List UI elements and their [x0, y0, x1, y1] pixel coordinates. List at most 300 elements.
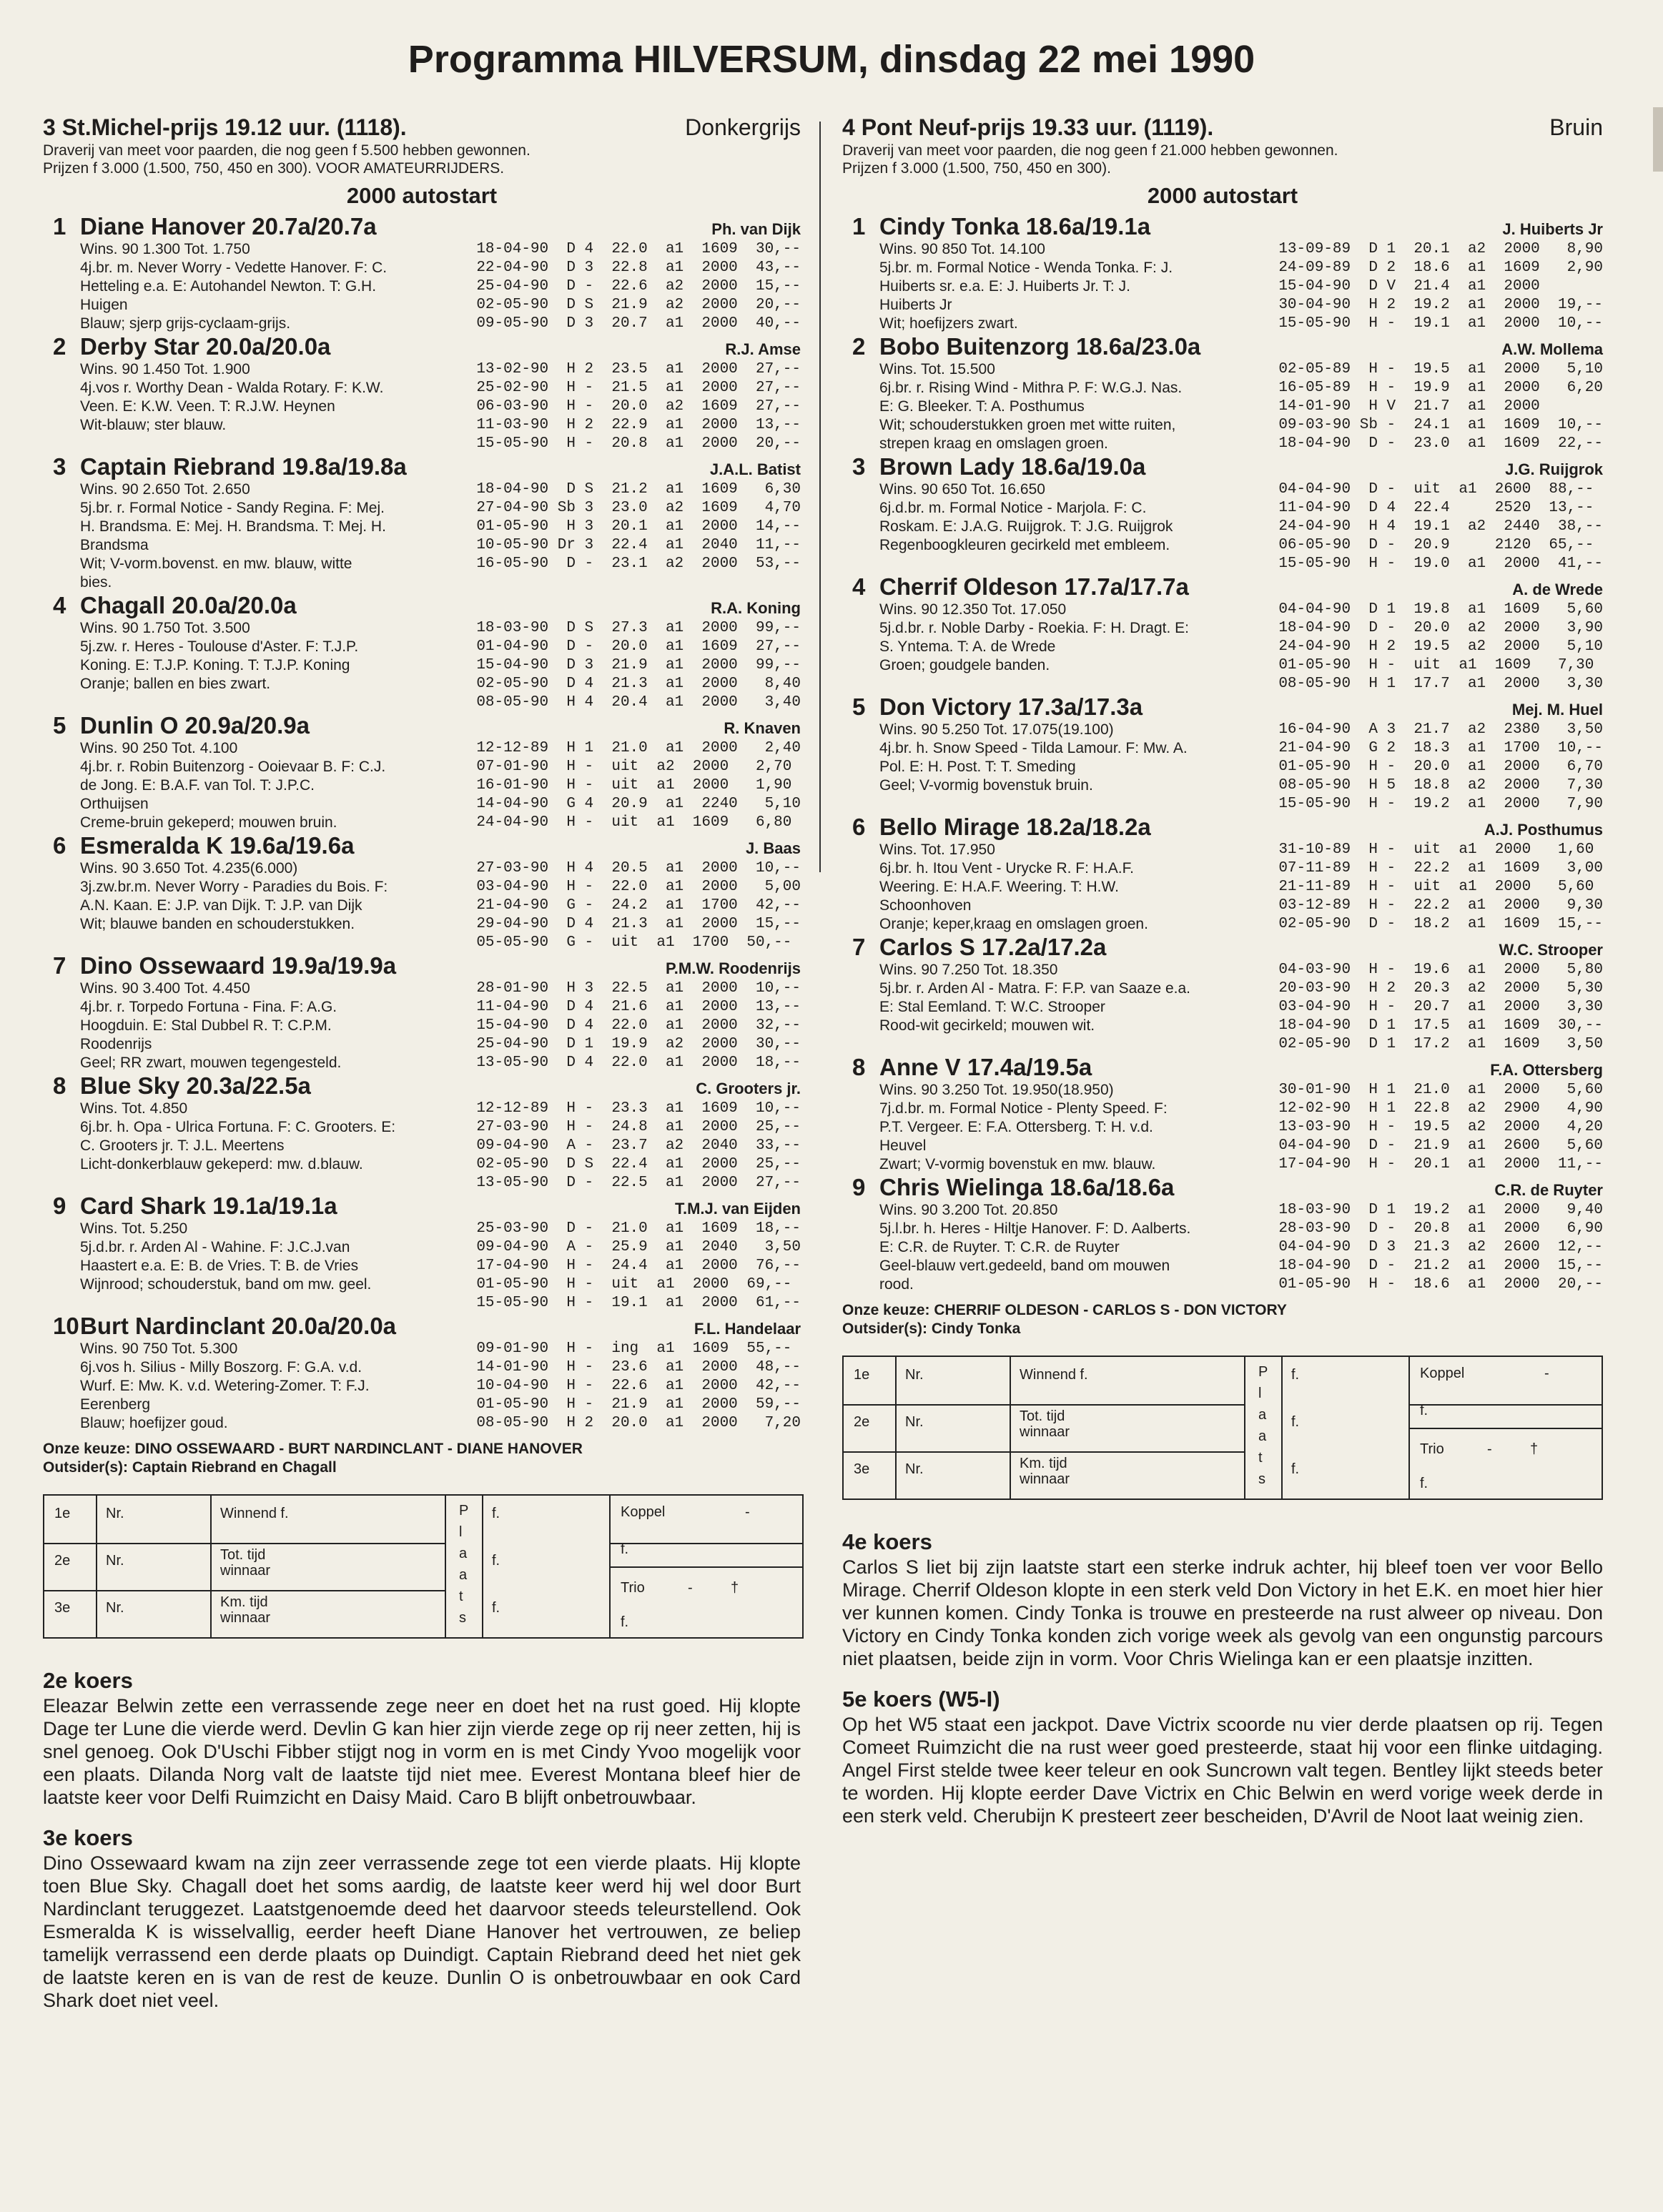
result-line: 10-05-90 Dr 3 22.4 a1 2040 11,--: [476, 537, 801, 553]
horse-info: [852, 480, 1278, 573]
horse-details: [852, 240, 1603, 333]
result-line: 12-12-89 H 1 21.0 a1 2000 2,40: [476, 740, 801, 756]
horse-info: [53, 360, 476, 453]
horse-info-line: Wins. 90 650 Tot. 16.650: [879, 481, 1045, 498]
horse-entry: [852, 213, 1603, 333]
horse-entry: [852, 333, 1603, 453]
horse-header: [852, 1054, 1603, 1081]
commentary-text: Eleazar Belwin zette een verrassende zege neer en doet het na rust goed. Hij klopte Dage ter Lune die vierde werd. Devlin G kan hier zijn vierde zege op rij neer zetten, hij is snel genoeg. Ook D'Uschi Fibber stijgt nog in vorm en is met Cindy Yvoo mogelijk voor een plaats. Dilanda Norg valt de laatste tijd niet mee. Everest Montana bleef hier de laatste keer voor Delfi Ruimzicht en Daisy Maid. Caro B blijft onbetrouwbaar.: [43, 1695, 801, 1808]
horse-number: 5: [53, 712, 66, 739]
horse-header: [53, 832, 801, 859]
horse-info-line: Roodenrijs: [80, 1036, 152, 1052]
horse-header: [852, 693, 1603, 721]
result-line: 05-05-90 G - uit a1 1700 50,--: [476, 934, 792, 951]
horse-header: [53, 453, 801, 480]
race-title: 4 Pont Neuf-prijs 19.33 uur. (1119).: [842, 114, 1214, 140]
place-label: 3e: [54, 1600, 71, 1616]
horse-number: 8: [852, 1054, 866, 1080]
horse-entry: [53, 213, 801, 333]
horse-results: [1278, 1081, 1603, 1174]
horse-info-line: 4j.vos r. Worthy Dean - Walda Rotary. F: K.W.: [80, 380, 384, 396]
result-line: 18-04-90 D 4 22.0 a1 1609 30,--: [476, 241, 801, 257]
horse-results: [1278, 721, 1603, 814]
horse-info-line: Wins. 90 5.250 Tot. 17.075(19.100): [879, 721, 1114, 738]
race-3-column: [43, 113, 801, 2028]
horse-number: 10: [53, 1313, 79, 1339]
horse-results: [1278, 841, 1603, 934]
result-line: 11-03-90 H 2 22.9 a1 2000 13,--: [476, 417, 801, 433]
horse-results: [476, 979, 801, 1072]
result-line: 15-05-90 H - 19.0 a1 2000 41,--: [1278, 556, 1603, 572]
trio-label: Trio: [1420, 1441, 1444, 1457]
result-line: 22-04-90 D 3 22.8 a1 2000 43,--: [476, 260, 801, 276]
horse-info-line: Wit-blauw; ster blauw.: [80, 417, 227, 433]
horse-entry: [53, 1072, 801, 1193]
koppel-f: f.: [621, 1541, 629, 1557]
horse-info-line: Wins. 90 3.650 Tot. 4.235(6.000): [80, 860, 298, 877]
horse-info: [53, 1100, 476, 1193]
result-line: 15-05-90 H - 19.2 a1 2000 7,90: [1278, 796, 1603, 812]
result-line: 14-01-90 H V 21.7 a1 2000: [1278, 398, 1540, 415]
horse-driver: J.G. Ruijgrok: [1505, 460, 1603, 478]
result-line: 12-12-89 H - 23.3 a1 1609 10,--: [476, 1100, 801, 1117]
horse-number: 9: [53, 1193, 66, 1219]
horse-results: [1278, 601, 1603, 693]
result-line: 11-04-90 D 4 21.6 a1 2000 13,--: [476, 999, 801, 1015]
horse-details: [53, 859, 801, 952]
horse-info: [852, 1081, 1278, 1174]
result-line: 17-04-90 H - 20.1 a1 2000 11,--: [1278, 1156, 1603, 1172]
horse-driver: R.J. Amse: [725, 340, 801, 358]
horse-entry: [53, 832, 801, 952]
result-line: 13-02-90 H 2 23.5 a1 2000 27,--: [476, 361, 801, 377]
result-line: 28-01-90 H 3 22.5 a1 2000 10,--: [476, 980, 801, 997]
horse-results: [1278, 480, 1603, 573]
result-line: 04-04-90 D 1 19.8 a1 1609 5,60: [1278, 601, 1603, 618]
result-line: 02-05-90 D 1 17.2 a1 1609 3,50: [1278, 1036, 1603, 1052]
horse-info-line: strepen kraag en omslagen groen.: [879, 435, 1108, 452]
horse-name: Cherrif Oldeson 17.7a/17.7a: [879, 573, 1189, 600]
horse-info: [852, 961, 1278, 1054]
horse-name: Carlos S 17.2a/17.2a: [879, 934, 1107, 960]
plaats-letter: a: [1258, 1428, 1267, 1444]
horse-info-line: Huigen: [80, 297, 128, 313]
result-line: 13-03-90 H - 19.5 a2 2000 4,20: [1278, 1119, 1603, 1135]
horse-details: [852, 1201, 1603, 1294]
horse-name: Dino Ossewaard 19.9a/19.9a: [80, 952, 397, 979]
horse-info-line: Wurf. E: Mw. K. v.d. Wetering-Zomer. T: F.J.: [80, 1378, 370, 1394]
number-label: Nr.: [905, 1367, 924, 1383]
result-line: 18-04-90 D S 21.2 a1 1609 6,30: [476, 481, 801, 498]
trio-dash: -: [688, 1580, 693, 1596]
result-line: 01-05-90 H 3 20.1 a1 2000 14,--: [476, 518, 801, 535]
horse-info-line: 5j.d.br. r. Arden Al - Wahine. F: J.C.J.van: [80, 1239, 350, 1255]
result-line: 15-04-90 D 3 21.9 a1 2000 99,--: [476, 657, 801, 673]
horse-info-line: Geel-blauw vert.gedeeld, band om mouwen: [879, 1258, 1170, 1274]
horse-entry: [852, 453, 1603, 573]
horse-details: [53, 1340, 801, 1433]
result-line: 09-04-90 A - 23.7 a2 2040 33,--: [476, 1137, 801, 1154]
our-pick-line: Onze keuze: CHERRIF OLDESON - CARLOS S - DON VICTORY: [842, 1302, 1287, 1318]
result-line: 10-04-90 H - 22.6 a1 2000 42,--: [476, 1378, 801, 1394]
horse-info-line: Wit; schouderstukken groen met witte ruiten,: [879, 417, 1176, 433]
horse-driver: J. Huiberts Jr: [1502, 220, 1603, 238]
commentary-text: Op het W5 staat een jackpot. Dave Victrix scoorde nu vier derde plaatsen op rij. Tegen Comeet Ruimzicht die na rust weer goed presteerde, staat hij voor een flinke uitdaging. Angel First stelde twee keer teleur en ook Suncrown valt tegen. Bentley lijkt steeds beter te worden. Hij klopte eerder Dave Victrix en Chic Belwin en werd vorige week derde in een sterk veld. Cherubijn K presteert zeer bescheiden, D'Avril de Noot laat weinig zien.: [842, 1714, 1603, 1827]
horse-results: [476, 1340, 801, 1433]
place-label: 2e: [54, 1553, 71, 1569]
horse-driver: R.A. Koning: [711, 599, 801, 617]
result-line: 12-02-90 H 1 22.8 a2 2900 4,90: [1278, 1100, 1603, 1117]
our-pick: [842, 1301, 1603, 1338]
plaats-letter: t: [459, 1589, 463, 1604]
result-line: 02-05-90 D - 18.2 a1 1609 15,--: [1278, 916, 1603, 932]
commentary: [842, 1529, 1603, 1827]
plaats-letter: l: [1258, 1386, 1262, 1401]
commentary-title: 3e koers: [43, 1825, 133, 1850]
result-line: 25-04-90 D 1 19.9 a2 2000 30,--: [476, 1036, 801, 1052]
horse-details: [852, 841, 1603, 934]
horse-driver: F.L. Handelaar: [694, 1320, 801, 1338]
horse-info: [53, 979, 476, 1072]
plaats-letter: l: [459, 1524, 463, 1540]
horse-info-line: E: G. Bleeker. T: A. Posthumus: [879, 398, 1085, 415]
horse-name: Chris Wielinga 18.6a/18.6a: [879, 1174, 1175, 1200]
horse-number: 7: [852, 934, 866, 960]
horse-name: Blue Sky 20.3a/22.5a: [80, 1072, 311, 1099]
horse-info-line: Rood-wit gecirkeld; mouwen wit.: [879, 1017, 1095, 1034]
horse-number: 7: [53, 952, 66, 979]
horse-info: [852, 360, 1278, 453]
horse-entry: [852, 1054, 1603, 1174]
result-line: 16-04-90 A 3 21.7 a2 2380 3,50: [1278, 721, 1603, 738]
result-line: 02-05-90 D 4 21.3 a1 2000 8,40: [476, 676, 801, 692]
horse-entry: [852, 934, 1603, 1054]
result-line: 24-04-90 H 4 19.1 a2 2440 38,--: [1278, 518, 1603, 535]
result-line: 15-04-90 D V 21.4 a1 2000: [1278, 278, 1540, 295]
horse-entry: [53, 1313, 801, 1433]
result-line: 07-01-90 H - uit a2 2000 2,70: [476, 759, 792, 775]
horse-info-line: S. Yntema. T: A. de Wrede: [879, 638, 1056, 655]
horse-info-line: Pol. E: H. Post. T: T. Smeding: [879, 759, 1076, 775]
horse-entry: [53, 592, 801, 712]
result-line: 18-04-90 D - 21.2 a1 2000 15,--: [1278, 1258, 1603, 1274]
horse-header: [852, 814, 1603, 841]
horse-name: Cindy Tonka 18.6a/19.1a: [879, 213, 1151, 240]
horse-driver: J. Baas: [745, 839, 801, 857]
horse-info: [53, 240, 476, 333]
result-line: 21-04-90 G 2 18.3 a1 1700 10,--: [1278, 740, 1603, 756]
horse-name: Bello Mirage 18.2a/18.2a: [879, 814, 1151, 840]
commentary-title: 4e koers: [842, 1529, 932, 1554]
number-label: Nr.: [106, 1506, 124, 1521]
trio-dash: †: [1530, 1441, 1539, 1457]
horse-info: [53, 619, 476, 712]
horse-info-line: 6j.vos h. Silius - Milly Boszorg. F: G.A. v.d.: [80, 1359, 362, 1376]
race-description: [43, 142, 801, 177]
plaats-letter: t: [1258, 1450, 1263, 1466]
horse-info-line: 7j.d.br. m. Formal Notice - Plenty Speed. F:: [879, 1100, 1168, 1117]
result-line: 15-05-90 H - 19.1 a1 2000 10,--: [1278, 315, 1603, 332]
result-line: 24-04-90 H - uit a1 1609 6,80: [476, 814, 792, 831]
horse-info-line: A.N. Kaan. E: J.P. van Dijk. T: J.P. van Dijk: [80, 897, 362, 914]
result-line: 04-04-90 D 3 21.3 a2 2600 12,--: [1278, 1239, 1603, 1255]
commentary-title: 5e koers (W5-I): [842, 1687, 1000, 1712]
horse-info-line: Blauw; sjerp grijs-cyclaam-grijs.: [80, 315, 291, 332]
result-line: 29-04-90 D 4 21.3 a1 2000 15,--: [476, 916, 801, 932]
horse-info-line: Geel; RR zwart, mouwen tegengesteld.: [80, 1055, 342, 1071]
horse-entry: [852, 1174, 1603, 1294]
horse-header: [53, 1072, 801, 1100]
race-color: Donkergrijs: [685, 114, 801, 140]
horse-info-line: 5j.l.br. h. Heres - Hiltje Hanover. F: D. Aalberts.: [879, 1220, 1191, 1237]
horse-results: [476, 240, 801, 333]
horse-details: [852, 721, 1603, 814]
horse-info-line: Oranje; keper,kraag en omslagen groen.: [879, 916, 1148, 932]
plaats-letter: a: [459, 1546, 468, 1561]
horse-info-line: Orthuijsen: [80, 796, 149, 812]
result-line: 01-05-90 H - 18.6 a1 2000 20,--: [1278, 1276, 1603, 1293]
result-line: 18-04-90 D - 23.0 a1 1609 22,--: [1278, 435, 1603, 452]
horse-info-line: Wins. Tot. 15.500: [879, 361, 995, 377]
result-line: 08-05-90 H 2 20.0 a1 2000 7,20: [476, 1415, 801, 1431]
result-line: 04-03-90 H - 19.6 a1 2000 5,80: [1278, 962, 1603, 978]
horse-number: 5: [852, 693, 866, 720]
horse-header: [852, 573, 1603, 601]
horse-info-line: Schoonhoven: [879, 897, 972, 914]
horse-name: Don Victory 17.3a/17.3a: [879, 693, 1143, 720]
result-line: 27-03-90 H 4 20.5 a1 2000 10,--: [476, 860, 801, 877]
result-line: 25-02-90 H - 21.5 a1 2000 27,--: [476, 380, 801, 396]
horse-info-line: 6j.d.br. m. Formal Notice - Marjola. F: C.: [879, 500, 1147, 516]
horse-name: Bobo Buitenzorg 18.6a/23.0a: [879, 333, 1201, 360]
horse-driver: R. Knaven: [724, 719, 801, 737]
race-desc-line: Draverij van meet voor paarden, die nog geen f 21.000 hebben gewonnen.: [842, 142, 1338, 159]
result-line: 06-05-90 D - 20.9 2120 65,--: [1278, 537, 1594, 553]
horse-header: [852, 333, 1603, 360]
result-line: 21-11-89 H - uit a1 2000 5,60: [1278, 879, 1594, 895]
horse-details: [53, 979, 801, 1072]
plaats-f: f.: [492, 1553, 500, 1569]
horse-info-line: 5j.br. m. Formal Notice - Wenda Tonka. F: J.: [879, 260, 1173, 276]
horse-info: [53, 739, 476, 832]
horse-info-line: Zwart; V-vormig bovenstuk en mw. blauw.: [879, 1156, 1156, 1172]
trio-f: f.: [1420, 1476, 1428, 1491]
koppel-label: Koppel: [1420, 1366, 1465, 1381]
horse-info-line: Wins. 90 2.650 Tot. 2.650: [80, 481, 250, 498]
plaats-letter: a: [1258, 1407, 1267, 1423]
horse-number: 3: [53, 453, 66, 480]
horse-entry: [852, 814, 1603, 934]
result-line: 31-10-89 H - uit a1 2000 1,60: [1278, 841, 1594, 858]
number-label: Nr.: [106, 1600, 124, 1616]
result-line: 06-03-90 H - 20.0 a2 1609 27,--: [476, 398, 801, 415]
result-line: 25-03-90 D - 21.0 a1 1609 18,--: [476, 1220, 801, 1237]
result-line: 16-05-89 H - 19.9 a1 2000 6,20: [1278, 380, 1603, 396]
horse-info-line: 6j.br. h. Itou Vent - Urycke R. F: H.A.F.: [879, 860, 1134, 877]
horse-info-line: 6j.br. h. Opa - Ulrica Fortuna. F: C. Grooters. E:: [80, 1119, 396, 1135]
outsider-line: Outsider(s): Captain Riebrand en Chagall: [43, 1459, 337, 1476]
result-line: 02-05-90 D S 21.9 a2 2000 20,--: [476, 297, 801, 313]
race-start-type: 2000 autostart: [1147, 183, 1298, 208]
horse-name: Brown Lady 18.6a/19.0a: [879, 453, 1146, 480]
horse-info-line: Wins. 90 7.250 Tot. 18.350: [879, 962, 1058, 978]
result-line: 27-03-90 H - 24.8 a1 2000 25,--: [476, 1119, 801, 1135]
plaats-f: f.: [1291, 1367, 1300, 1383]
result-line: 09-05-90 D 3 20.7 a1 2000 40,--: [476, 315, 801, 332]
horse-header: [53, 712, 801, 739]
result-line: 18-04-90 D 1 17.5 a1 1609 30,--: [1278, 1017, 1603, 1034]
plaats-f: f.: [492, 1600, 500, 1616]
horse-info-line: E: C.R. de Ruyter. T: C.R. de Ruyter: [879, 1239, 1120, 1255]
horse-number: 1: [53, 213, 66, 240]
result-line: 25-04-90 D - 22.6 a2 2000 15,--: [476, 278, 801, 295]
race-header: [43, 113, 801, 142]
horse-info-line: 4j.br. h. Snow Speed - Tilda Lamour. F: Mw. A.: [879, 740, 1188, 756]
horse-header: [852, 453, 1603, 480]
result-line: 16-05-90 D - 23.1 a2 2000 53,--: [476, 556, 801, 572]
trio-dash: †: [731, 1580, 739, 1596]
result-line: 30-04-90 H 2 19.2 a1 2000 19,--: [1278, 297, 1603, 313]
commentary: [43, 1667, 801, 2012]
horse-info: [852, 601, 1278, 693]
race-header: [842, 113, 1603, 142]
horse-info-line: Koning. E: T.J.P. Koning. T: T.J.P. Koning: [80, 657, 350, 673]
horse-info-line: Oranje; ballen en bies zwart.: [80, 676, 271, 692]
horse-header: [53, 952, 801, 979]
horse-entry: [53, 1193, 801, 1313]
horse-info-line: H. Brandsma. E: Mej. H. Brandsma. T: Mej. H.: [80, 518, 386, 535]
horse-results: [476, 480, 801, 592]
trio-dash: -: [1487, 1441, 1492, 1457]
time-label: Km. tijd: [220, 1594, 268, 1610]
horse-header: [852, 1174, 1603, 1201]
horse-entry: [53, 453, 801, 592]
horse-driver: A.J. Posthumus: [1484, 821, 1603, 839]
horse-info-line: Weering. E: H.A.F. Weering. T: H.W.: [879, 879, 1119, 895]
result-line: 30-01-90 H 1 21.0 a1 2000 5,60: [1278, 1082, 1603, 1098]
plaats-letter: a: [459, 1567, 468, 1583]
race-color: Bruin: [1549, 114, 1603, 140]
horse-details: [53, 240, 801, 333]
horse-info-line: Wit; V-vorm.bovenst. en mw. blauw, witte: [80, 556, 352, 572]
horse-results: [476, 859, 801, 952]
horse-number: 2: [852, 333, 866, 360]
horse-info-line: bies.: [80, 574, 112, 591]
plaats-f: f.: [492, 1506, 500, 1521]
horse-info: [852, 1201, 1278, 1294]
number-label: Nr.: [905, 1461, 924, 1477]
commentary-text: Carlos S liet bij zijn laatste start een sterke indruk achter, hij bleef toen ver voor Bello Mirage. Cherrif Oldeson klopte in een sterk veld Don Victory in het E.K. en moet hier hier ver kunnen komen. Cindy Tonka is trouwe en presteerde na rust alweer op niveau. Don Victory en Cindy Tonka konden zich vorige week als gevolg van een ongunstig parcours niet plaatsen, beide zijn in vorm. Voor Chris Wielinga kan er een plaatsje inzitten.: [842, 1556, 1603, 1669]
result-line: 01-05-90 H - 21.9 a1 2000 59,--: [476, 1396, 801, 1413]
plaats-letter: s: [1258, 1471, 1265, 1487]
horse-results: [476, 360, 801, 453]
result-line: 02-05-89 H - 19.5 a1 2000 5,10: [1278, 361, 1603, 377]
horse-info-line: Regenboogkleuren gecirkeld met embleem.: [879, 537, 1170, 553]
number-label: Nr.: [106, 1553, 124, 1569]
result-line: 09-04-90 A - 25.9 a1 2040 3,50: [476, 1239, 801, 1255]
race-title: 3 St.Michel-prijs 19.12 uur. (1118).: [43, 114, 407, 140]
horse-name: Derby Star 20.0a/20.0a: [80, 333, 331, 360]
horse-results: [476, 739, 801, 832]
horse-results: [476, 619, 801, 712]
result-line: 03-12-89 H - 22.2 a1 2000 9,30: [1278, 897, 1603, 914]
horse-info-line: Wins. 90 3.250 Tot. 19.950(18.950): [879, 1082, 1114, 1098]
result-line: 11-04-90 D 4 22.4 2520 13,--: [1278, 500, 1594, 516]
horse-results: [476, 1220, 801, 1313]
horse-details: [852, 1081, 1603, 1174]
result-line: 01-05-90 H - 20.0 a1 2000 6,70: [1278, 759, 1603, 775]
our-pick-line: Onze keuze: DINO OSSEWAARD - BURT NARDINCLANT - DIANE HANOVER: [43, 1441, 583, 1457]
time-label: winnaar: [220, 1610, 271, 1626]
commentary-title: 2e koers: [43, 1668, 133, 1693]
horse-info-line: 5j.br. r. Formal Notice - Sandy Regina. F: Mej.: [80, 500, 385, 516]
result-line: 28-03-90 D - 20.8 a1 2000 6,90: [1278, 1220, 1603, 1237]
trio-label: Trio: [621, 1580, 645, 1596]
horse-info-line: P.T. Vergeer. E: F.A. Ottersberg. T: H. v.d.: [879, 1119, 1153, 1135]
horse-number: 6: [852, 814, 866, 840]
horse-details: [852, 601, 1603, 693]
horse-results: [1278, 961, 1603, 1054]
horse-header: [852, 213, 1603, 240]
outsider-line: Outsider(s): Cindy Tonka: [842, 1320, 1021, 1337]
result-line: 08-05-90 H 5 18.8 a2 2000 7,30: [1278, 777, 1603, 794]
plaats-letter: s: [459, 1610, 466, 1626]
horse-info-line: Wins. 90 750 Tot. 5.300: [80, 1340, 238, 1357]
horse-number: 9: [852, 1174, 866, 1200]
horse-info-line: Wins. Tot. 4.850: [80, 1100, 188, 1117]
horse-info-line: 4j.br. r. Torpedo Fortuna - Fina. F: A.G.: [80, 999, 337, 1015]
result-line: 07-11-89 H - 22.2 a1 1609 3,00: [1278, 860, 1603, 877]
horse-info-line: Wit; blauwe banden en schouderstukken.: [80, 916, 355, 932]
horse-info: [53, 859, 476, 952]
result-line: 24-04-90 H 2 19.5 a2 2000 5,10: [1278, 638, 1603, 655]
horse-details: [53, 739, 801, 832]
page-edge: [1653, 107, 1663, 172]
horse-driver: T.M.J. van Eijden: [674, 1200, 801, 1218]
koppel-label: Koppel: [621, 1504, 666, 1520]
horse-results: [1278, 240, 1603, 333]
horse-number: 2: [53, 333, 66, 360]
horse-driver: F.A. Ottersberg: [1490, 1061, 1603, 1079]
result-line: 03-04-90 H - 22.0 a1 2000 5,00: [476, 879, 801, 895]
result-line: 02-05-90 D S 22.4 a1 2000 25,--: [476, 1156, 801, 1172]
horse-info-line: 4j.br. r. Robin Buitenzorg - Ooievaar B. F: C.J.: [80, 759, 386, 775]
horse-driver: Mej. M. Huel: [1511, 701, 1603, 719]
horse-results: [1278, 360, 1603, 453]
winnend-label: Winnend f.: [1020, 1367, 1088, 1383]
horse-number: 8: [53, 1072, 66, 1099]
horse-name: Dunlin O 20.9a/20.9a: [80, 712, 310, 739]
horse-info-line: Hetteling e.a. E: Autohandel Newton. T: G.H.: [80, 278, 377, 295]
result-line: 01-05-90 H - uit a1 1609 7,30: [1278, 657, 1594, 673]
horse-info-line: 5j.br. r. Arden Al - Matra. F: F.P. van Saaze e.a.: [879, 980, 1191, 997]
horse-info: [53, 1340, 476, 1433]
result-line: 15-04-90 D 4 22.0 a1 2000 32,--: [476, 1017, 801, 1034]
time-label: Tot. tijd: [220, 1547, 266, 1563]
result-line: 18-03-90 D S 27.3 a1 2000 99,--: [476, 620, 801, 636]
horse-driver: Ph. van Dijk: [711, 220, 801, 238]
result-line: 01-05-90 H - uit a1 2000 69,--: [476, 1276, 792, 1293]
horse-name: Esmeralda K 19.6a/19.6a: [80, 832, 355, 859]
horse-info: [53, 480, 476, 592]
plaats-letter: P: [1258, 1364, 1268, 1380]
horse-number: 6: [53, 832, 66, 859]
horse-info-line: E: Stal Eemland. T: W.C. Strooper: [879, 999, 1105, 1015]
horse-info-line: Haastert e.a. E: B. de Vries. T: B. de Vries: [80, 1258, 359, 1274]
page-title: Programma HILVERSUM, dinsdag 22 mei 1990: [408, 38, 1255, 81]
time-label: winnaar: [1020, 1471, 1070, 1487]
horse-info-line: Hoogduin. E: Stal Dubbel R. T: C.P.M.: [80, 1017, 332, 1034]
